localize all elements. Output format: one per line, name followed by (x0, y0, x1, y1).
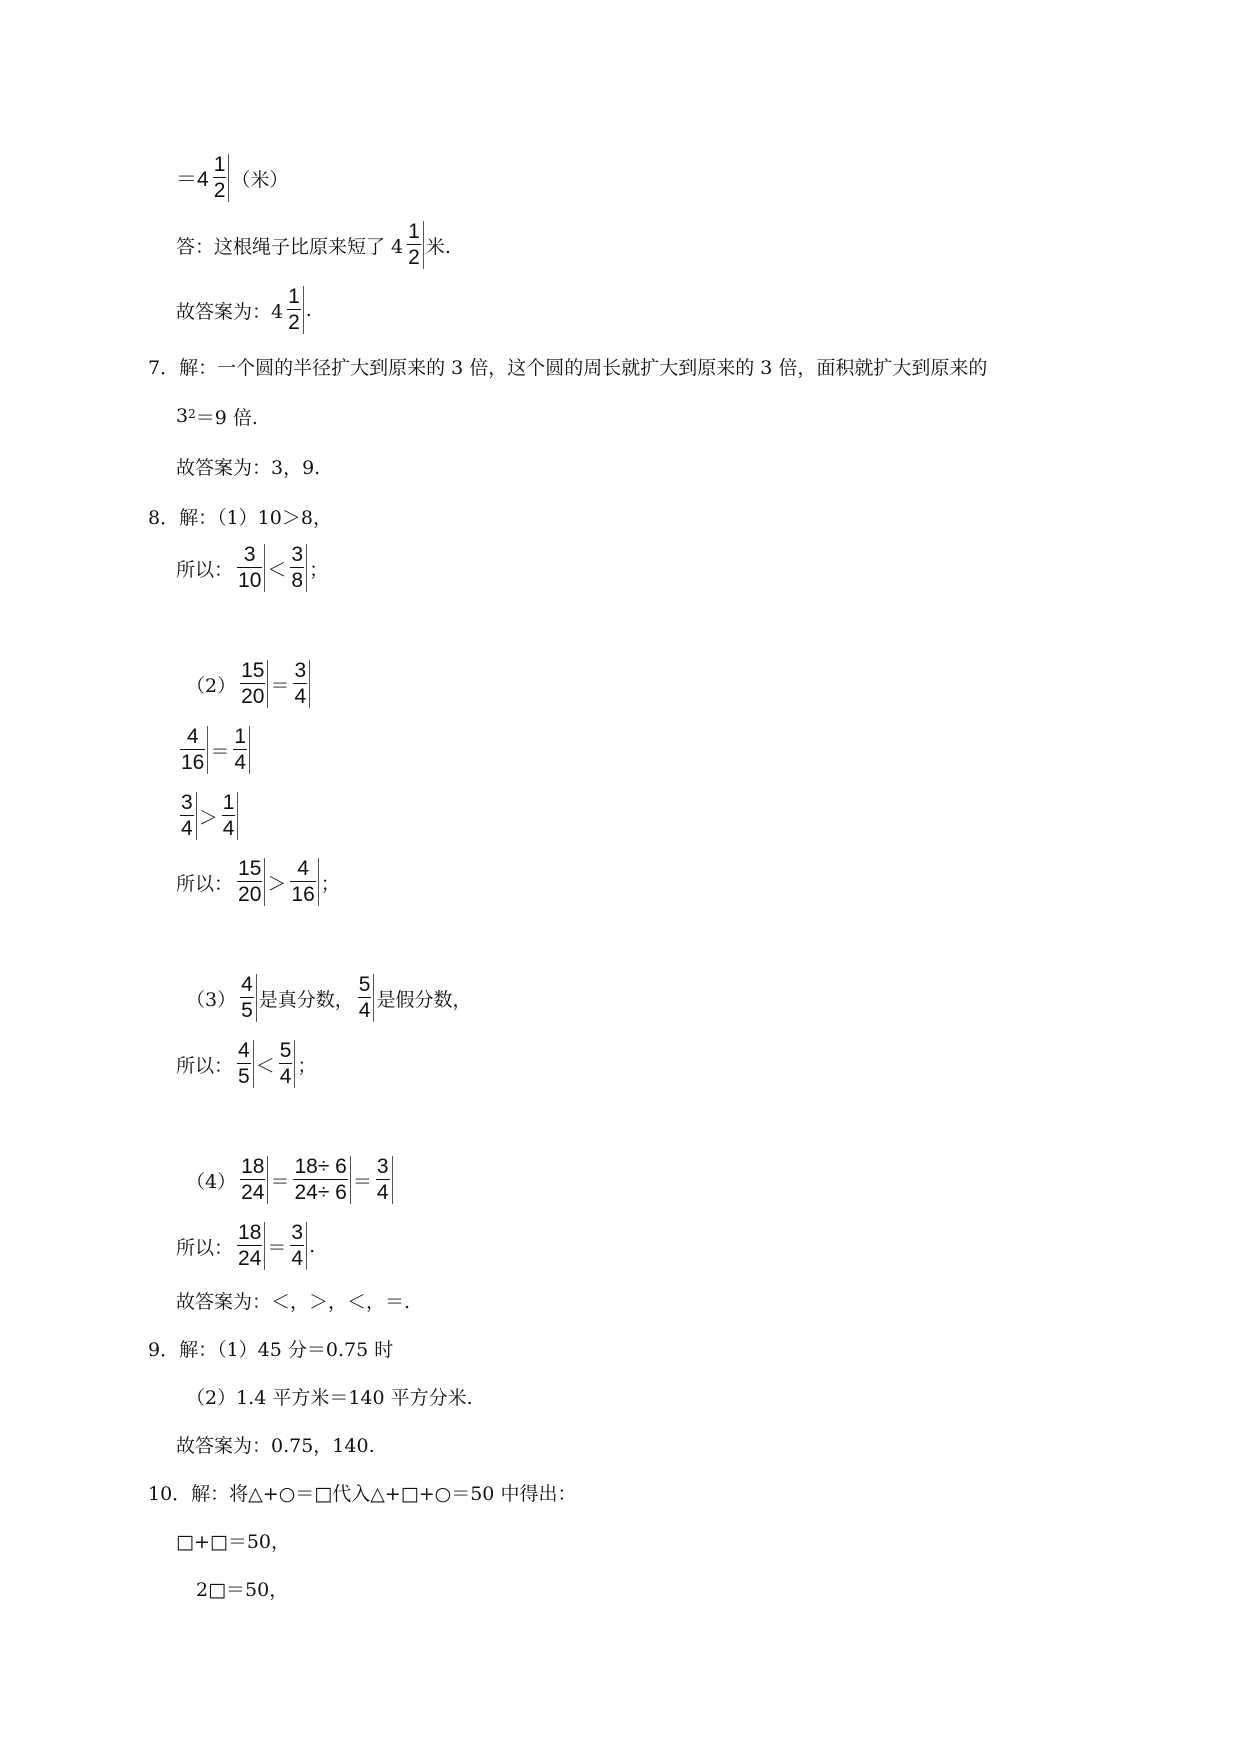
text: 是假分数， (376, 988, 472, 1011)
fraction (288, 544, 307, 592)
denominator: 4 (279, 1065, 292, 1088)
fraction (405, 221, 424, 269)
text: ； (297, 1054, 317, 1077)
operator: ＜ (255, 1054, 275, 1077)
text: 9．解：（1）45 分＝0.75 时 (148, 1338, 394, 1361)
operator: ＝ (270, 1170, 290, 1193)
fraction (238, 974, 257, 1022)
q8-2-line3 (176, 791, 240, 840)
text: 答：这根绳子比原来短了 4 (176, 235, 404, 258)
numerator: 3 (181, 791, 193, 814)
text: 故答案为：＜，＞，＜，＝. (176, 1290, 411, 1313)
numerator: 3 (291, 543, 304, 566)
q10-line3 (196, 1568, 288, 1608)
q8-2-line2 (176, 725, 252, 774)
fraction (178, 792, 197, 840)
numerator: 3 (243, 543, 256, 566)
denominator: 5 (238, 1065, 250, 1088)
denominator: 24 (238, 1247, 262, 1270)
fraction (231, 726, 250, 774)
answer-line-conclusion (176, 220, 451, 269)
text: 10．解：将△+○＝□代入△+□+○＝50 中得出： (148, 1482, 577, 1505)
denominator: 8 (291, 569, 304, 592)
text: 米. (425, 235, 451, 258)
denominator: 2 (288, 311, 300, 334)
fraction (288, 1222, 307, 1270)
q8-line1 (148, 496, 332, 536)
answer-line-final (176, 285, 312, 334)
denominator: 16 (181, 751, 205, 774)
operator: ＞ (267, 872, 287, 895)
fraction (235, 1040, 254, 1088)
answer-line-result (176, 153, 289, 202)
operator: ＜ (267, 558, 287, 581)
text: （3） (186, 988, 237, 1011)
fraction (178, 726, 208, 774)
denominator: 5 (241, 999, 253, 1022)
denominator: 24÷ 6 (294, 1181, 347, 1204)
numerator: 18÷ 6 (294, 1155, 347, 1178)
text: ； (309, 558, 329, 581)
denominator: 4 (376, 1181, 389, 1204)
exponent: 2 (188, 407, 196, 421)
fraction (285, 286, 304, 334)
denominator: 20 (241, 685, 265, 708)
denominator: 4 (294, 685, 307, 708)
denominator: 4 (234, 751, 247, 774)
fraction (291, 1156, 350, 1204)
text: （米） (231, 168, 289, 191)
fraction (211, 154, 230, 202)
numerator: 15 (238, 857, 262, 880)
numerator: 1 (213, 153, 226, 176)
numerator: 5 (358, 973, 371, 996)
text: （4） (186, 1170, 237, 1193)
text: （2）1.4 平方米＝140 平方分米. (186, 1386, 473, 1409)
q10-line1 (148, 1472, 576, 1512)
text: 是真分数， (258, 988, 354, 1011)
fraction (235, 1222, 265, 1270)
denominator: 4 (222, 817, 235, 840)
q8-2-line1 (186, 659, 312, 708)
q8-4-line1 (186, 1155, 395, 1204)
text: 故答案为：0.75，140. (176, 1434, 375, 1457)
text: 2□＝50， (196, 1578, 289, 1601)
denominator: 4 (291, 1247, 304, 1270)
numerator: 3 (291, 1221, 304, 1244)
fraction (235, 858, 265, 906)
text: . (305, 299, 312, 321)
q8-2-result (176, 857, 340, 906)
q9-line2 (186, 1376, 473, 1416)
q8-4-result (176, 1221, 316, 1270)
fraction (235, 544, 265, 592)
fraction (374, 1156, 393, 1204)
operator: ＝ (352, 1170, 372, 1193)
text: 所以： (176, 872, 234, 895)
text: ； (320, 872, 340, 895)
denominator: 16 (291, 883, 315, 906)
operator: ＝ (210, 740, 230, 763)
numerator: 1 (234, 725, 247, 748)
q7-line2 (176, 396, 258, 436)
denominator: 2 (408, 246, 420, 269)
operator: ＝ (267, 1236, 287, 1259)
text: 故答案为：3，9. (176, 456, 321, 479)
text: . (309, 1235, 316, 1257)
text: □+□＝50， (176, 1530, 291, 1553)
numerator: 3 (294, 659, 307, 682)
numerator: 4 (297, 857, 309, 880)
q8-answer (176, 1280, 410, 1320)
numerator: 18 (238, 1221, 262, 1244)
text: ＝4 (176, 168, 209, 191)
q7-answer (176, 446, 320, 486)
fraction (220, 792, 239, 840)
denominator: 2 (213, 179, 226, 202)
fraction (277, 1040, 296, 1088)
denominator: 24 (241, 1181, 265, 1204)
operator: ＞ (198, 806, 218, 829)
text: ＝9 倍. (195, 406, 258, 429)
numerator: 1 (408, 220, 420, 243)
denominator: 10 (238, 569, 262, 592)
numerator: 4 (241, 973, 253, 996)
q7-line1 (148, 346, 987, 386)
q8-3-result (176, 1039, 317, 1088)
fraction (288, 858, 318, 906)
fraction (238, 660, 268, 708)
denominator: 20 (238, 883, 262, 906)
q9-line1 (148, 1328, 393, 1368)
text: 8．解：（1）10＞8， (148, 506, 332, 529)
text: 故答案为：4 (176, 300, 284, 323)
numerator: 3 (376, 1155, 389, 1178)
text: 所以： (176, 558, 234, 581)
denominator: 4 (181, 817, 193, 840)
numerator: 5 (279, 1039, 292, 1062)
q8-3-line1 (186, 973, 472, 1022)
numerator: 1 (288, 285, 300, 308)
q9-answer (176, 1424, 375, 1464)
operator: ＝ (270, 674, 290, 697)
numerator: 4 (238, 1039, 250, 1062)
text: 所以： (176, 1054, 234, 1077)
text: （2） (186, 674, 237, 697)
text: 所以： (176, 1236, 234, 1259)
numerator: 18 (241, 1155, 265, 1178)
numerator: 15 (241, 659, 265, 682)
q10-line2 (176, 1520, 290, 1560)
text: 3 (176, 405, 189, 427)
fraction (238, 1156, 268, 1204)
numerator: 4 (186, 725, 199, 748)
denominator: 4 (358, 999, 371, 1022)
fraction (291, 660, 310, 708)
text: 7．解：一个圆的半径扩大到原来的 3 倍，这个圆的周长就扩大到原来的 3 倍，面积就扩大到原来的 (148, 356, 988, 379)
numerator: 1 (222, 791, 235, 814)
q8-1-result (176, 543, 329, 592)
fraction (356, 974, 375, 1022)
